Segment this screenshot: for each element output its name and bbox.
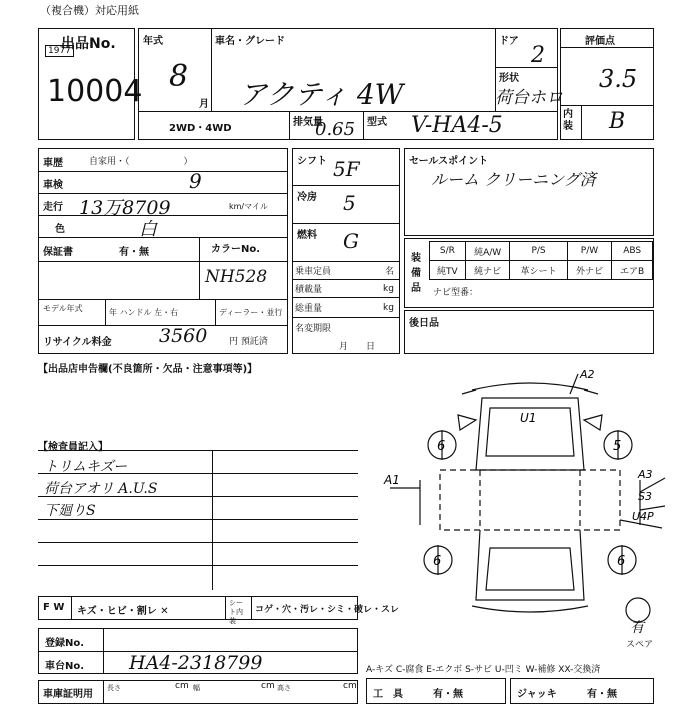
drive-options: 2WD・4WD: [169, 123, 232, 134]
year-value: 8: [169, 59, 189, 94]
seat-text: コゲ・穴・汚レ・シミ・破レ・スレ: [255, 605, 400, 615]
mark-a1: A1: [384, 473, 400, 487]
cert-height-label: 高さ: [277, 684, 291, 692]
jack-box: [510, 678, 654, 704]
dealer-label: ディーラー・並行: [219, 308, 283, 317]
history-options: 自家用・（ ）: [89, 157, 193, 167]
mileage-value: 13万8709: [79, 197, 171, 219]
inspector-note-2: 荷台アオリ A.U.S: [44, 481, 158, 497]
spare-label: スペア: [626, 640, 654, 650]
shape-label: 形状: [499, 73, 519, 84]
equip-tv: 純TV: [430, 261, 466, 280]
garage-cert-label: 車庫証明用: [43, 689, 93, 700]
declaration-label: 【出品店申告欄(不良箇所・欠品・注意事項等)】: [38, 364, 258, 375]
history-label: 車歴: [43, 158, 63, 169]
month-suffix: 月: [199, 99, 209, 110]
chassis-value: HA4-2318799: [129, 652, 263, 674]
form-caption: （複合機）対応用紙: [40, 4, 139, 17]
interior-label: 内装: [563, 109, 573, 132]
equip-navi: 純ナビ: [465, 261, 510, 280]
jack-options: 有・無: [587, 689, 617, 700]
spare-value: 有: [630, 620, 644, 636]
tire-rr: 6: [617, 554, 626, 569]
inspector-note-1: トリムキズー: [44, 459, 128, 475]
interior-value: B: [609, 109, 626, 134]
mileage-unit: km/マイル: [229, 202, 268, 211]
name-label: 車名・グレード: [215, 36, 285, 47]
auction-code: 1977: [45, 45, 74, 57]
equip-pw: P/W: [567, 242, 612, 261]
tools-box: [366, 678, 506, 704]
sales-point-label: セールスポイント: [409, 156, 489, 167]
reg-label: 登録No.: [45, 638, 85, 649]
shape-value: 荷台ホロ: [495, 88, 563, 108]
mileage-label: 走行: [43, 202, 63, 213]
weight-unit: kg: [383, 303, 394, 313]
cert-length-label: 長さ: [107, 684, 121, 692]
equip-aw: 純A/W: [465, 242, 510, 261]
cert-length-unit: cm: [175, 681, 189, 691]
mid-table: [292, 148, 400, 354]
cert-height-unit: cm: [343, 681, 357, 691]
handle-label: 年 ハンドル 左・右: [109, 308, 179, 317]
equip-airbag: エアB: [612, 261, 653, 280]
shift-value: 5F: [333, 157, 360, 181]
vehicle-damage-diagram: [380, 360, 680, 640]
damage-legend: A-キズ C-腐食 E-エクボ S-サビ U-凹ミ W-補修 XX-交換済: [366, 665, 601, 675]
jack-label: ジャッキ: [517, 689, 557, 700]
sales-point-box: [404, 148, 654, 236]
inspector-note-3: 下廻りS: [44, 503, 96, 519]
ac-value: 5: [343, 191, 356, 215]
warranty-options: 有・無: [119, 247, 149, 258]
tire-rl: 6: [433, 554, 442, 569]
lot-label: 出品No.: [61, 36, 116, 52]
equip-ps: P/S: [510, 242, 567, 261]
fw-row: [38, 596, 400, 625]
garage-cert-row: [38, 680, 358, 704]
mark-u4p: U4P: [632, 510, 654, 523]
inspector-label: 【検査員記入】: [38, 442, 108, 453]
tools-label: 工 具: [373, 689, 403, 700]
shift-label: シフト: [297, 156, 327, 167]
displacement-label: 排気量: [293, 117, 323, 128]
sales-point-value: ルーム クリーニング済: [431, 170, 596, 189]
capacity-label: 乗車定員: [295, 267, 332, 277]
name-change-month-day: 月 日: [339, 342, 376, 352]
color-label: 色: [55, 224, 65, 235]
warranty-label: 保証書: [43, 247, 73, 258]
tools-options: 有・無: [433, 689, 463, 700]
fw-label: F W: [43, 602, 65, 613]
chassis-label: 車台No.: [45, 661, 85, 672]
name-value: アクティ 4W: [239, 78, 404, 111]
recycle-label: リサイクル料金: [43, 337, 112, 348]
after-items-box: [404, 310, 654, 354]
vehicle-info-table: [138, 28, 563, 140]
navi-model-label: ナビ型番：: [433, 288, 479, 298]
load-unit: kg: [383, 284, 394, 294]
equipment-grid: [429, 241, 653, 280]
name-change-label: 名変期限: [295, 324, 332, 334]
equipment-label: 装備品: [411, 253, 421, 294]
model-year-label: モデル年式: [43, 304, 83, 313]
tire-fr: 5: [613, 439, 622, 454]
fuel-label: 燃料: [297, 230, 317, 241]
displacement-value: 0.65: [315, 119, 356, 140]
equip-sr: S/R: [430, 242, 466, 261]
equip-abs: ABS: [612, 242, 653, 261]
history-table: [38, 148, 288, 354]
tire-fl: 6: [437, 439, 446, 454]
score-box: [560, 28, 654, 140]
equip-leather: 革シート: [510, 261, 567, 280]
mark-a2: A2: [580, 368, 595, 381]
score-label: 評価点: [585, 36, 615, 47]
capacity-unit: 名: [385, 267, 395, 277]
after-items-label: 後日品: [409, 318, 439, 329]
inspection-value: 9: [189, 169, 202, 193]
ac-label: 冷房: [297, 192, 317, 203]
mark-u1: U1: [520, 411, 537, 425]
seat-label: シート内装: [229, 599, 243, 625]
weight-label: 総重量: [295, 304, 323, 314]
model-label: 型式: [367, 117, 387, 128]
lot-number: 10004: [47, 74, 143, 109]
registration-box: [38, 628, 358, 674]
inspection-label: 車検: [43, 180, 63, 191]
score-value: 3.5: [599, 65, 638, 93]
mark-a3: A3: [638, 468, 653, 481]
color-value: 白: [139, 219, 157, 240]
year-label: 年式: [143, 36, 163, 47]
load-label: 積載量: [295, 285, 323, 295]
door-label: ドア: [499, 36, 519, 47]
equip-ext-navi: 外ナビ: [567, 261, 612, 280]
recycle-unit: 円 預託済: [229, 337, 268, 347]
model-value: V-HA4-5: [411, 113, 503, 138]
recycle-value: 3560: [159, 325, 208, 347]
color-no-label: カラーNo.: [211, 244, 261, 255]
fw-text: キズ・ヒビ・割レ ✕: [77, 606, 169, 617]
door-value: 2: [531, 43, 545, 68]
fuel-value: G: [343, 229, 359, 253]
equipment-box: [404, 238, 654, 308]
cert-width-label: 幅: [193, 684, 200, 692]
color-no-value: NH528: [205, 267, 268, 287]
mark-s3: S3: [638, 490, 652, 503]
lot-number-box: [38, 28, 143, 140]
cert-width-unit: cm: [261, 681, 275, 691]
